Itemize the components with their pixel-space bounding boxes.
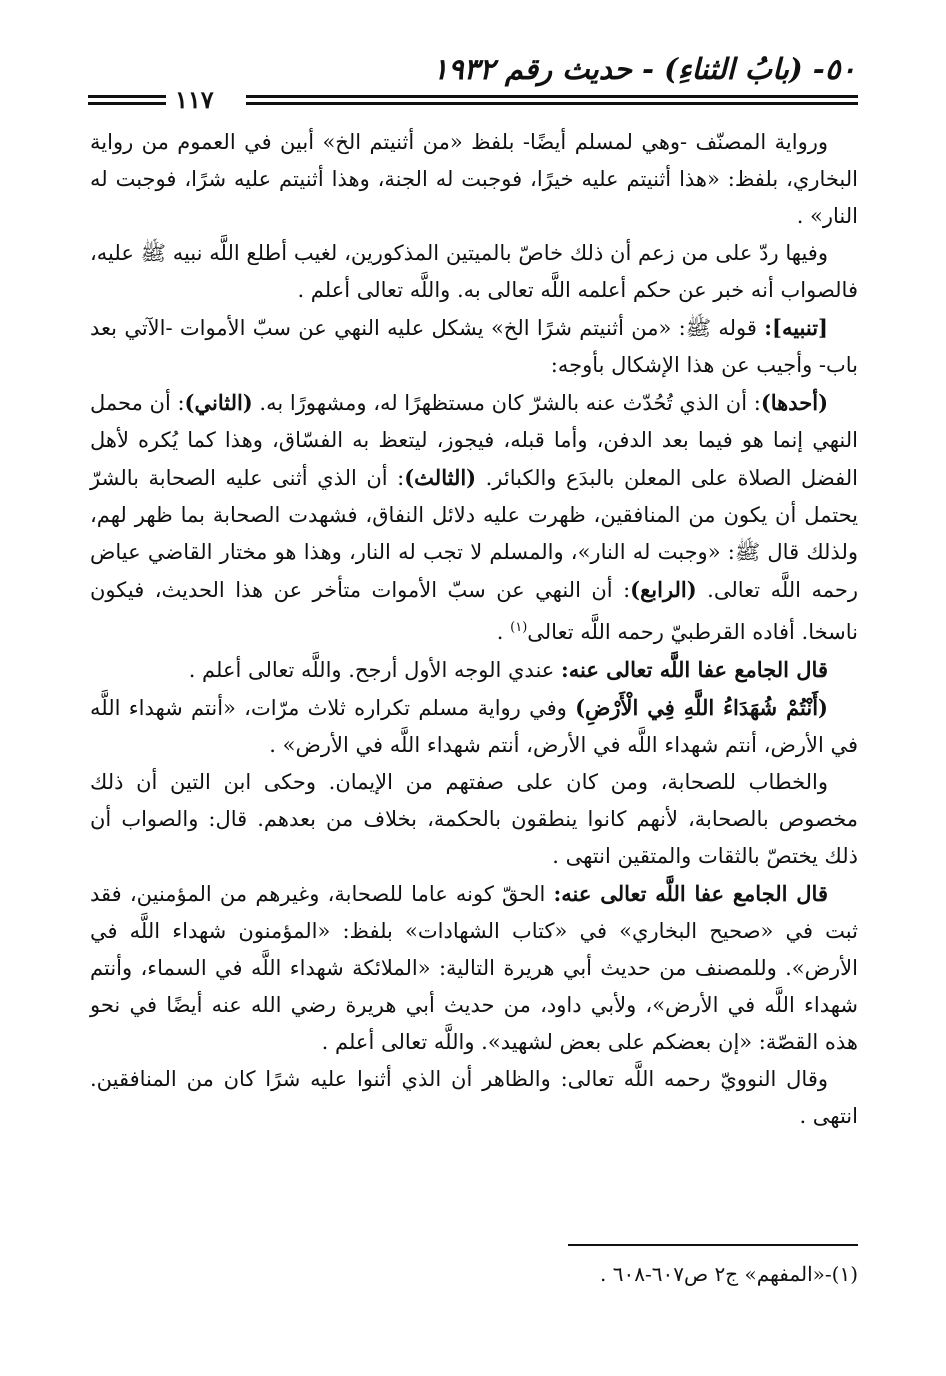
page-number: ١١٧ (175, 85, 214, 114)
paragraph-text: ورواية المصنّف -وهي لمسلم أيضًا- بلفظ «من أثنيتم الخ» أبين في العموم من رواية البخاري، بلفظ: «هذا أثنيتم عليه خيرًا، فوجبت له الجنة، وهذا أثنيتم عليه شرًا، فوجبت له النار» . (90, 130, 858, 228)
bold-heading-text: [تنبيه]: (764, 315, 828, 340)
header-rule-left-bottom (88, 102, 166, 105)
paragraph (90, 875, 858, 1061)
paragraph-text: : أن الذي أثنى عليه الصحابة بالشرّ يحتمل أن يكون من المنافقين، ظهرت عليه دلائل النفاق، فشهدت الصحابة بما ظهر لهم، ولذلك قال ﷺ: «وجبت له النار»، والمسلم لا تجب له النار، وهذا هو مختار القاضي عياض رحمه اللَّه تعالى. (90, 466, 858, 602)
paragraph-text: قوله ﷺ: «من أثنيتم شرًا الخ» يشكل عليه النهي عن سبّ الأموات -الآتي بعد باب- وأجيب عن هذا الإشكال بأوجه: (90, 316, 858, 377)
paragraph (90, 384, 858, 651)
header-rule-right-top (246, 95, 858, 98)
footnote-marker: (١) (510, 620, 528, 635)
bold-heading-text: قال الجامع عفا اللَّه تعالى عنه: (560, 657, 828, 682)
footnote-separator (568, 1244, 858, 1246)
paragraph-text: : أن الذي تُحُدّث عنه بالشرّ كان مستظهرًا له، ومشهورًا به. (252, 391, 761, 415)
footnote: (١)-«المفهم» ج٢ ص٦٠٧-٦٠٨ . (600, 1262, 858, 1286)
main-text-body (90, 124, 858, 1135)
paragraph-text: عندي الوجه الأول أرجح. واللَّه تعالى أعلم . (188, 658, 561, 682)
paragraph-text: : أن النهي عن سبّ الأموات متأخر عن هذا الحديث، فيكون ناسخا. أفاده القرطبيّ رحمه اللَّه تعالى (90, 578, 858, 644)
bold-heading-text: (أَنْتُمْ شُهَدَاءُ اللَّهِ فِي الْأَرْضِ) (575, 695, 828, 720)
paragraph (90, 235, 858, 309)
paragraph-text: : أن محمل النهي إنما هو فيما بعد الدفن، وأما قبله، فيجوز، ليتعظ به الفسّاق، وهذا كما يُكره لأهل الفضل الصلاة على المعلن بالبدَع والكبائر. (90, 391, 858, 490)
bold-heading-text: (الثاني) (184, 390, 253, 415)
paragraph (90, 309, 858, 384)
paragraph-text: الحقّ كونه عاما للصحابة، وغيرهم من المؤمنين، فقد ثبت في «صحيح البخاري» في «كتاب الشهادات» بلفظ: «المؤمنون شهداء اللَّه في الأرض». وللمصنف من حديث أبي هريرة التالية: «الملائكة شهداء اللَّه في السماء، وأنتم شهداء اللَّه في الأرض»، ولأبي داود، من حديث أبي هريرة رضي الله عنه أيضًا في نحو هذه القصّة: «إن بعضكم على بعض لشهيد». واللَّه تعالى أعلم . (90, 882, 858, 1054)
paragraph (90, 764, 858, 875)
bold-heading-text: (أحدها) (760, 390, 829, 415)
paragraph (90, 1061, 858, 1135)
paragraph-text: . (496, 620, 511, 644)
paragraph-text: وفي رواية مسلم تكراره ثلاث مرّات، «أنتم شهداء اللَّه في الأرض، أنتم شهداء اللَّه في الأرض، أنتم شهداء اللَّه في الأرض» . (90, 696, 858, 757)
paragraph (90, 689, 858, 764)
bold-heading-text: (الرابع) (630, 577, 697, 602)
paragraph-text: والخطاب للصحابة، ومن كان على صفتهم من الإيمان. وحكى ابن التين أن ذلك مخصوص بالصحابة، لأنهم كانوا ينطقون بالحكمة، بخلاف من بعدهم. قال: والصواب أن ذلك يختصّ بالثقات والمتقين انتهى . (90, 770, 858, 868)
running-header-title: ٥٠- (بابُ الثناءِ) - حديث رقم ١٩٣٢ (432, 52, 856, 86)
paragraph-text: وقال النوويّ رحمه اللَّه تعالى: والظاهر أن الذي أثنوا عليه شرًا كان من المنافقين. انتهى . (90, 1067, 858, 1128)
paragraph-text: وفيها ردّ على من زعم أن ذلك خاصّ بالميتين المذكورين، لغيب أطلع اللَّه نبيه ﷺ عليه، فالصواب أنه خبر عن حكم أعلمه اللَّه تعالى به. واللَّه تعالى أعلم . (90, 241, 858, 302)
bold-heading-text: (الثالث) (404, 465, 477, 490)
bold-heading-text: قال الجامع عفا اللَّه تعالى عنه: (553, 881, 828, 906)
header-rule-left-top (88, 95, 166, 98)
paragraph (90, 124, 858, 235)
header-rule-right-bottom (246, 102, 858, 105)
paragraph (90, 651, 858, 689)
